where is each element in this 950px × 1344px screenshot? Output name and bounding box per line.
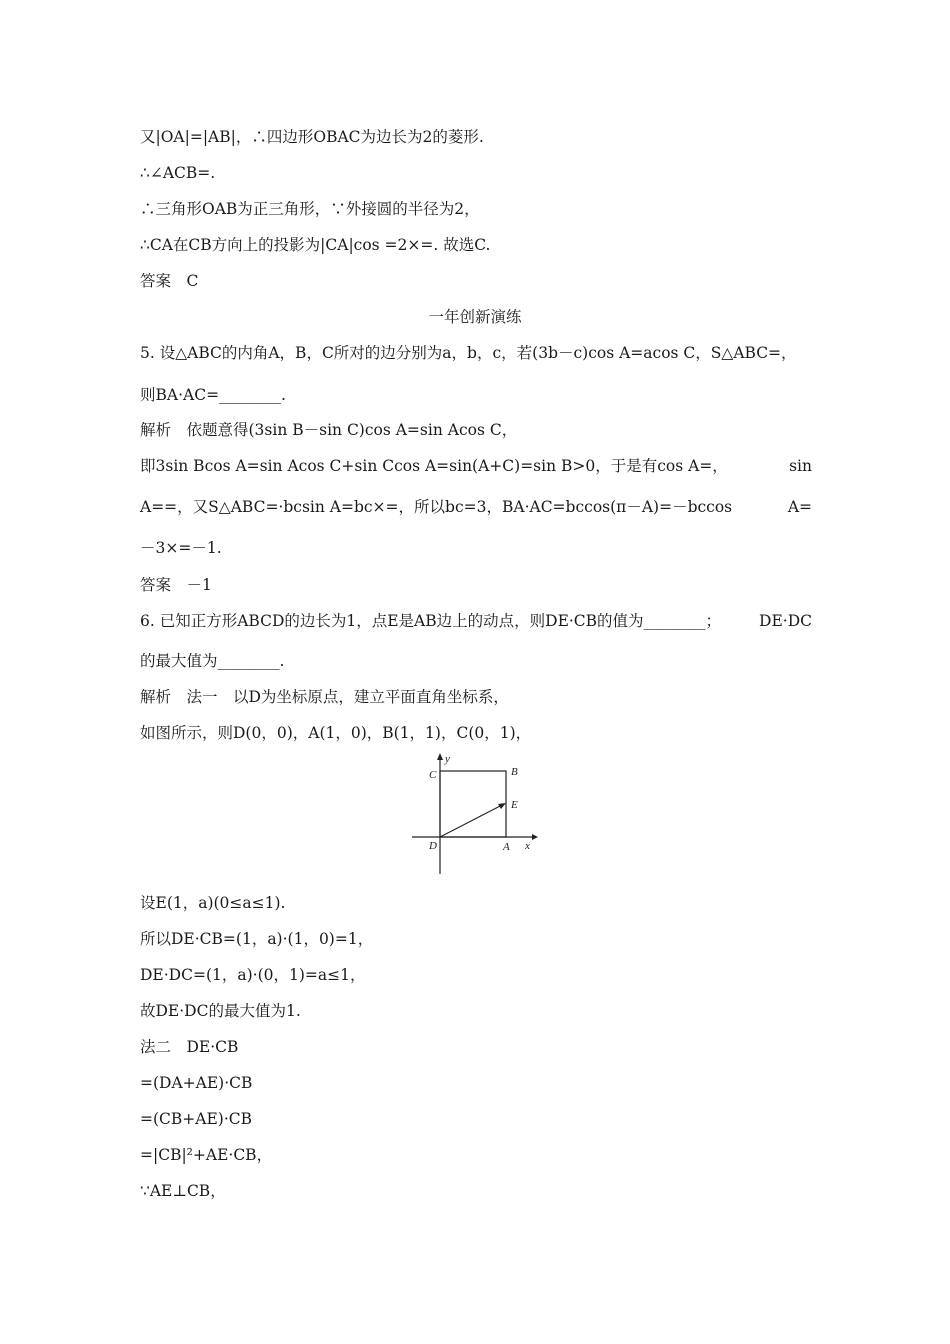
- text-line-2: ∴∠ACB=.: [140, 164, 216, 182]
- problem-5-line-2: 则BA·AC=________.: [140, 386, 286, 404]
- problem-6-solution-3: 设E(1，a)(0≤a≤1).: [140, 894, 286, 912]
- problem-6-line-1: [140, 611, 812, 631]
- problem-6-line-1-right: DE·DC: [759, 612, 812, 630]
- coordinate-figure: [412, 752, 540, 878]
- problem-5-solution-3: [140, 497, 812, 517]
- problem-5-solution-1: 解析 依题意得(3sin B－sin C)cos A=sin Acos C，: [140, 421, 518, 439]
- x-axis-arrow: [532, 834, 538, 840]
- problem-6-method-2-1: 法二 DE·CB: [140, 1038, 239, 1056]
- problem-6-solution-4: 所以DE·CB=(1，a)·(1，0)=1，: [140, 930, 374, 948]
- vector-de-arrow: [498, 803, 506, 809]
- label-x: x: [525, 840, 530, 852]
- vector-de: [440, 804, 504, 837]
- label-c: C: [429, 769, 437, 781]
- problem-5-solution-4: －3×=－1.: [140, 539, 222, 557]
- problem-5-solution-3-right: A=: [787, 498, 812, 516]
- problem-6-line-2: 的最大值为________.: [140, 652, 285, 670]
- problem-6-solution-6: 故DE·DC的最大值为1.: [140, 1002, 301, 1020]
- problem-5-solution-2-right: sin: [789, 457, 812, 475]
- text-line-1: 又|OA|=|AB|，∴四边形OBAC为边长为2的菱形.: [140, 128, 484, 146]
- label-b: B: [511, 766, 518, 778]
- problem-6-method-2-3: =(CB+AE)·CB: [140, 1110, 253, 1128]
- y-axis-arrow: [437, 753, 443, 760]
- label-a: A: [503, 841, 510, 853]
- problem-6-method-2-4: =|CB|²+AE·CB，: [140, 1146, 273, 1164]
- label-e: E: [511, 799, 518, 811]
- answer-4: 答案 C: [140, 272, 199, 290]
- problem-5-solution-2-left: 即3sin Bcos A=sin Acos C+sin Ccos A=sin(A+C)=sin B>0，于是有cos A=，: [140, 457, 728, 475]
- answer-5: 答案 －1: [140, 576, 212, 594]
- problem-6-method-2-5: ∵AE⊥CB，: [140, 1182, 226, 1200]
- text-line-4: ∴CA在CB方向上的投影为|CA|cos =2×=. 故选C.: [140, 236, 491, 254]
- problem-6-solution-1: 解析 法一 以D为坐标原点，建立平面直角坐标系，: [140, 688, 509, 706]
- problem-5-solution-3-left: A==，又S△ABC=·bcsin A=bc×=，所以bc=3，BA·AC=bccos(π－A)=－bccos: [140, 498, 733, 516]
- problem-5-line-1: 5. 设△ABC的内角A，B，C所对的边分别为a，b，c，若(3b－c)cos A=acos C，S△ABC=，: [140, 344, 797, 362]
- problem-6-solution-5: DE·DC=(1，a)·(0，1)=a≤1，: [140, 966, 366, 984]
- square-abcd: [440, 771, 506, 837]
- label-d: D: [429, 840, 437, 852]
- problem-6-line-1-left: 6. 已知正方形ABCD的边长为1，点E是AB边上的动点，则DE·CB的值为________；: [140, 612, 722, 630]
- label-y: y: [445, 753, 450, 765]
- text-line-3: ∴三角形OAB为正三角形，∵外接圆的半径为2，: [140, 200, 480, 218]
- problem-5-solution-2: [140, 456, 812, 476]
- problem-6-method-2-2: =(DA+AE)·CB: [140, 1074, 253, 1092]
- problem-6-solution-2: 如图所示，则D(0，0)，A(1，0)，B(1，1)，C(0，1)，: [140, 724, 532, 742]
- section-heading: 一年创新演练: [428, 308, 522, 326]
